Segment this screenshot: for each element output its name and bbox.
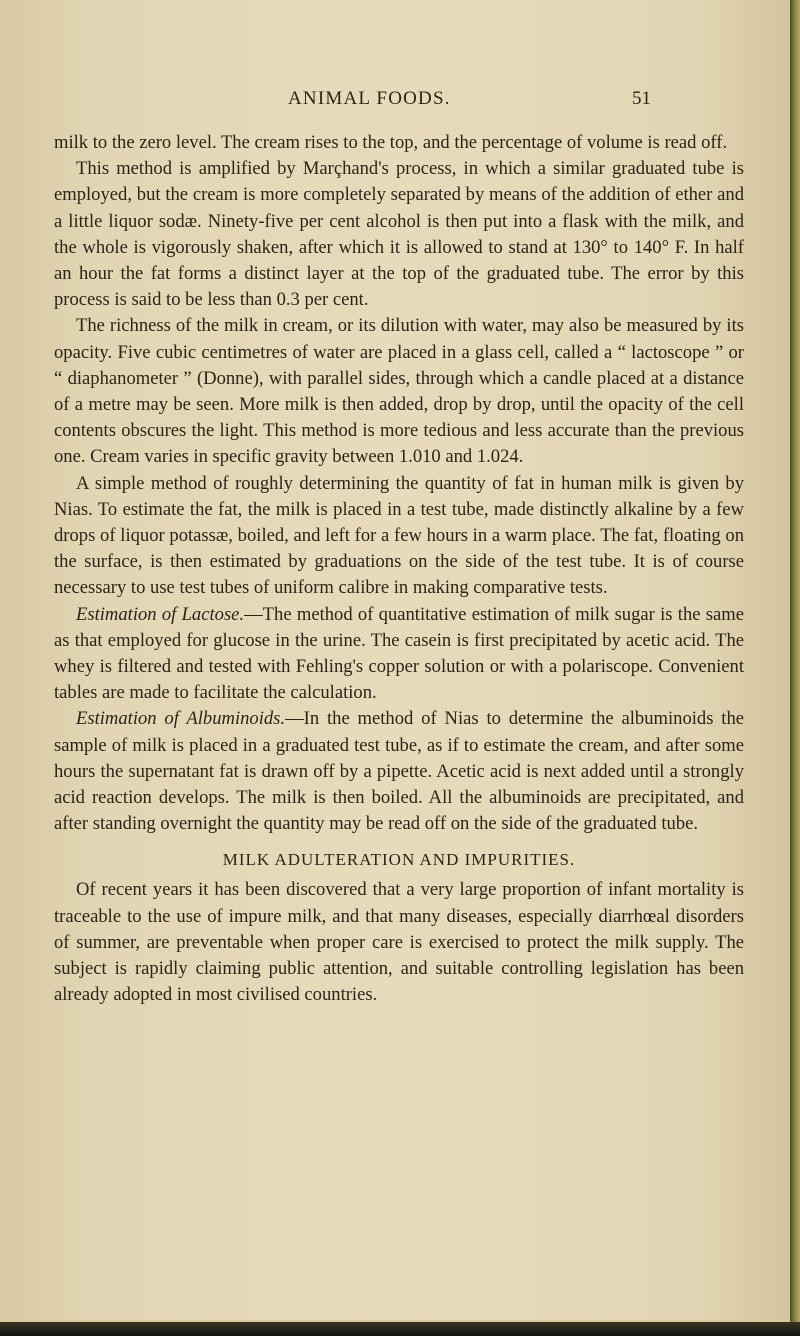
body-text: [54, 130, 744, 1009]
paragraph: This method is amplified by Marçhand's process, in which a similar graduated tube is employed, but the cream is more completely separated by means of the addition of ether and a little liquor sodæ. Ninety-five per cent alcohol is then put into a flask with the milk, and the whole is vigorously shaken, after which it is allowed to stand at 130° to 140° F. In half an hour the fat forms a distinct layer at the top of the graduated tube. The error by this process is said to be less than 0.3 per cent.: [54, 158, 744, 311]
paragraph-lead: Estimation of Albuminoids.: [76, 708, 286, 730]
page-number: 51: [632, 88, 651, 109]
page-edge-bottom: [0, 1322, 800, 1336]
section-heading: MILK ADULTERATION AND IMPURITIES.: [222, 850, 576, 870]
paragraph-body: —The method of quantitative estimation of milk sugar is the same as that employed for glucose in the urine. The casein is first precipitated by acetic acid. The whey is filtered and tested with Fehling's copper solution or with a polariscope. Convenient tables are made to facilitate the calculation.: [54, 603, 744, 704]
paragraph-lead: Estimation of Lactose.: [76, 603, 245, 625]
paragraph: [54, 706, 744, 837]
header-title: ANIMAL FOODS.: [288, 88, 451, 109]
page-edge-right: [790, 0, 800, 1336]
paragraph-body: —In the method of Nias to determine the albuminoids the sample of milk is placed in a graduated test tube, as if to estimate the cream, and after some hours the supernatant fat is drawn off by a pipette. Acetic acid is next added until a strongly acid reaction develops. The milk is then boiled. All the albuminoids are precipitated, and after standing overnight the quantity may be read off on the side of the graduated tube.: [54, 708, 744, 835]
running-header: [0, 88, 790, 116]
paragraph: A simple method of roughly determining the quantity of fat in human milk is given by Nias. To estimate the fat, the milk is placed in a test tube, made distinctly alkaline by a few drops of liquor potassæ, boiled, and left for a few hours in a warm place. The fat, floating on the surface, is then estimated by graduations on the side of the test tube. It is of course necessary to use test tubes of uniform calibre in making comparative tests.: [54, 472, 744, 599]
paragraph: The richness of the milk in cream, or its dilution with water, may also be measured by its opacity. Five cubic centimetres of water are placed in a glass cell, called a “ lactoscope ” or “ diaphanometer ” (Donne), with parallel sides, through which a candle placed at a distance of a metre may be seen. More milk is then added, drop by drop, until the opacity of the cell contents obscures the light. This method is more tedious and less accurate than the previous one. Cream varies in specific gravity between 1.010 and 1.024.: [54, 315, 744, 468]
paragraph: [54, 602, 744, 707]
paragraph: milk to the zero level. The cream rises to the top, and the percentage of volume is read off.: [54, 132, 728, 153]
paragraph: Of recent years it has been discovered that a very large proportion of infant mortality is traceable to the use of impure milk, and that many diseases, especially diarrhœal disorders of summer, are preventable when proper care is exercised to protect the milk supply. The subject is rapidly claiming public attention, and suitable controlling legislation has been already adopted in most civilised countries.: [54, 879, 744, 1006]
